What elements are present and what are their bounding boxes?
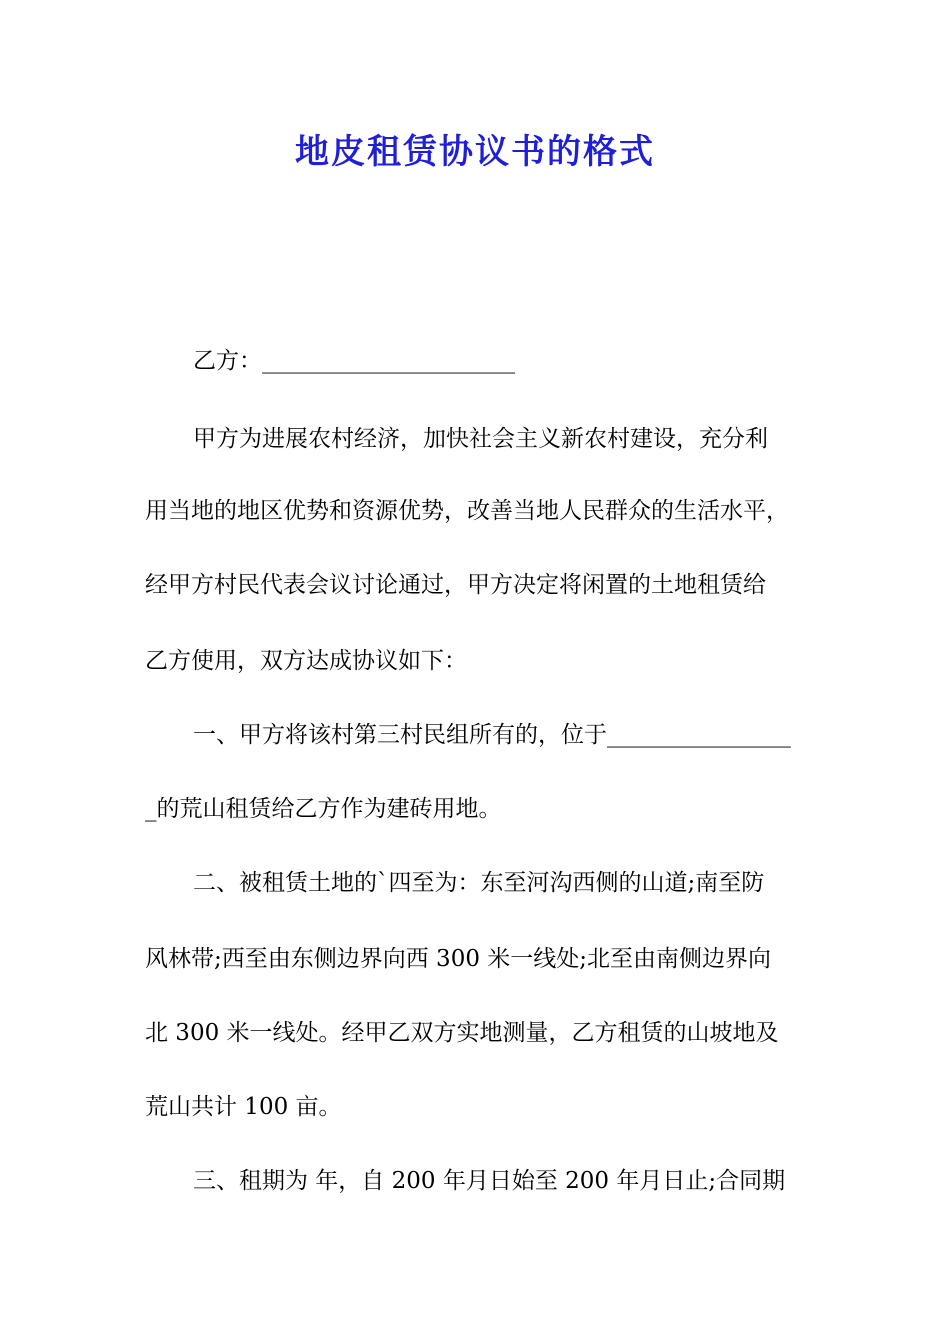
clause-2-line: 风林带;西至由东侧边界向西 300 米一线处;北至由南侧边界向 <box>145 946 772 972</box>
clause-3-line: 三、租期为 年，自 200 年月日始至 200 年月日止;合同期 <box>193 1168 786 1194</box>
clause-2-line: 二、被租赁土地的`四至为：东至河沟西侧的山道;南至防 <box>193 870 765 896</box>
paragraph-line: 经甲方村民代表会议讨论通过，甲方决定将闲置的土地租赁给 <box>145 572 766 598</box>
document-title: 地皮租赁协议书的格式 <box>295 132 655 172</box>
clause-2-line: 荒山共计 100 亩。 <box>145 1094 342 1120</box>
paragraph-line: 用当地的地区优势和资源优势，改善当地人民群众的生活水平， <box>145 498 789 524</box>
clause-1-line: 一、甲方将该村第三村民组所有的，位于________________ <box>193 722 791 748</box>
clause-1-line: _的荒山租赁给乙方作为建砖用地。 <box>145 796 502 822</box>
paragraph-line: 乙方使用，双方达成协议如下： <box>145 648 467 674</box>
party-b-line: 乙方：______________________ <box>193 348 515 374</box>
paragraph-line: 甲方为进展农村经济，加快社会主义新农村建设，充分利 <box>193 426 768 452</box>
clause-2-line: 北 300 米一线处。经甲乙双方实地测量，乙方租赁的山坡地及 <box>145 1020 779 1046</box>
